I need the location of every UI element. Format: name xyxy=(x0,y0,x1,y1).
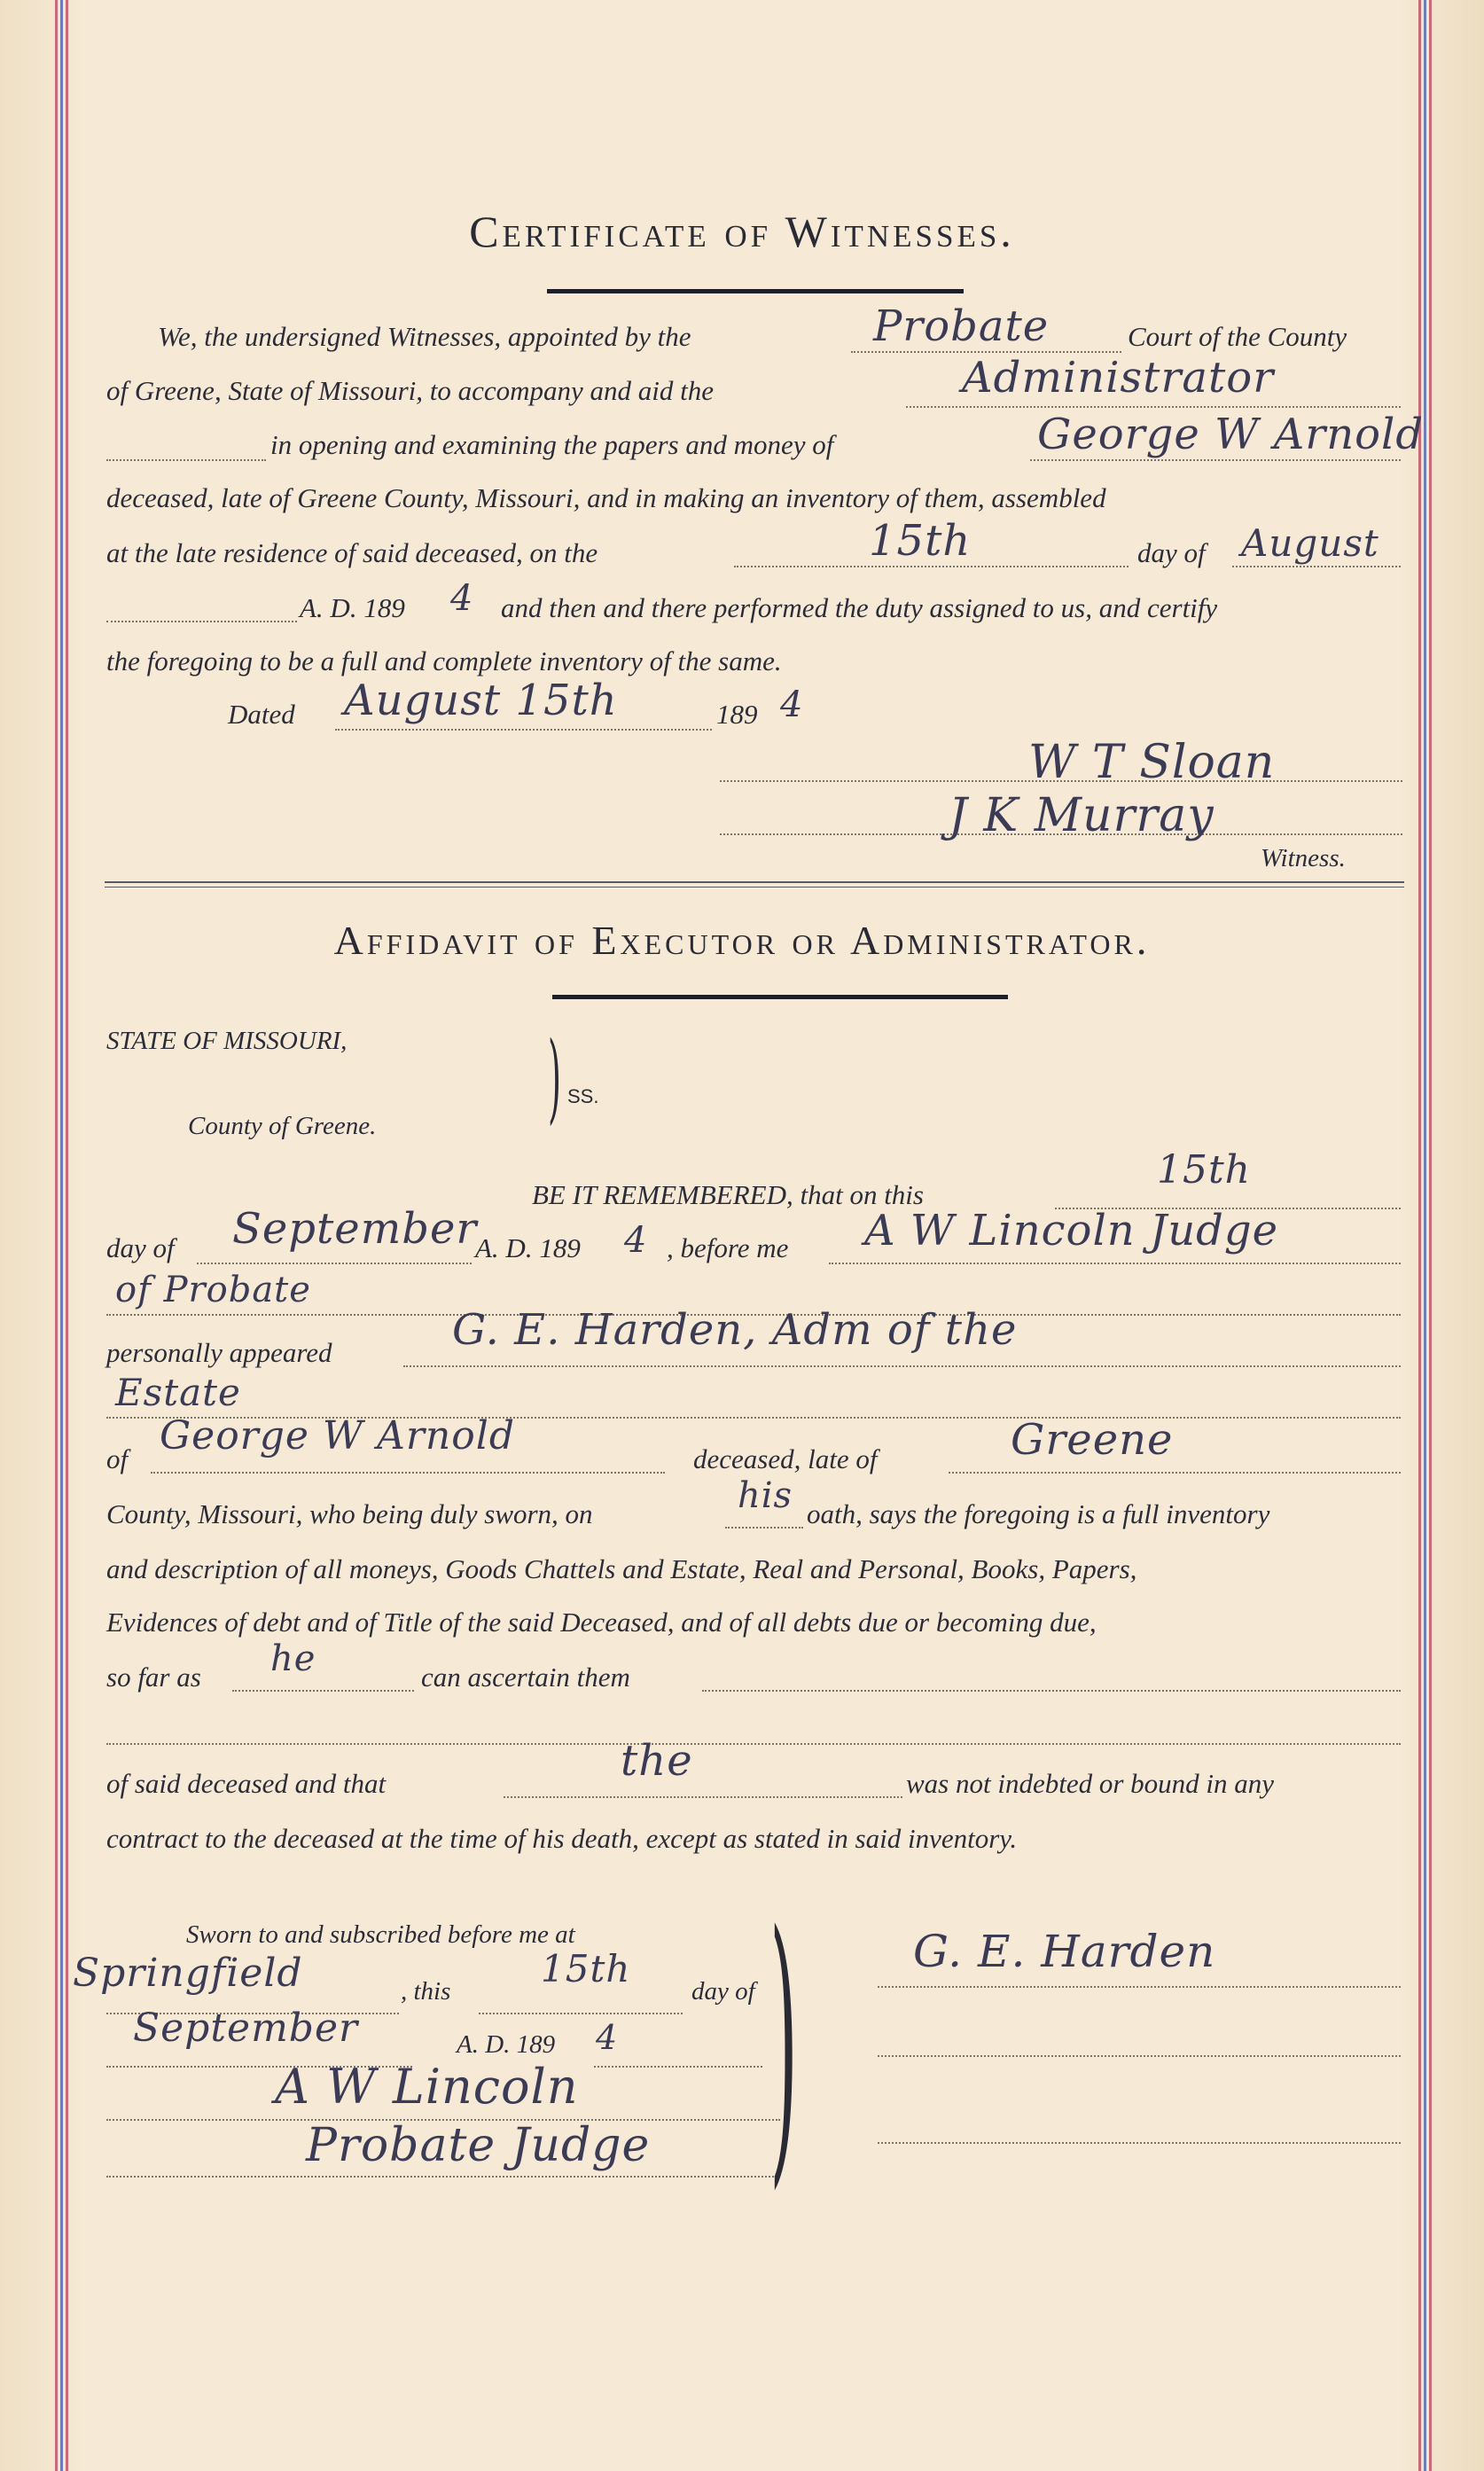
cert-line7-text: the foregoing to be a full and complete inventory of the same. xyxy=(106,645,782,676)
aff-body-1b: oath, says the foregoing is a full inventory xyxy=(807,1498,1270,1529)
cert-day-blank xyxy=(734,566,1129,567)
cert-line6-lead-blank xyxy=(106,621,297,622)
cert-line6-text: and then and there performed the duty assigned to us, and certify xyxy=(501,592,1218,623)
aff-body-6: contract to the deceased at the time of his death, except as stated in said inventory. xyxy=(106,1823,1018,1854)
aff-beforeme-hand-2: of Probate xyxy=(115,1270,311,1310)
aff-month-blank xyxy=(197,1263,472,1264)
witness-label: Witness. xyxy=(1261,844,1346,872)
right-border-red-2 xyxy=(1429,0,1432,2471)
judge-title-line xyxy=(106,2176,780,2178)
cert-month-hand: August xyxy=(1241,521,1379,565)
aff-late-hand: Greene xyxy=(1011,1415,1174,1465)
affiant-line-3 xyxy=(878,2142,1401,2144)
aff-the-blank xyxy=(504,1796,902,1798)
aff-remember-text: BE IT REMEMBERED, that on this xyxy=(532,1179,924,1210)
sworn-month-hand: September xyxy=(133,2006,359,2051)
aff-he-hand: he xyxy=(270,1638,316,1679)
cert-line6-ad: A. D. 189 xyxy=(300,592,405,623)
sworn-dayof: day of xyxy=(691,1977,755,2006)
aff-month-hand: September xyxy=(232,1204,478,1254)
aff-ad-label: A. D. 189 xyxy=(475,1232,581,1263)
aff-deceased-label: deceased, late of xyxy=(693,1443,878,1474)
sworn-ad: A. D. 189 xyxy=(457,2030,556,2059)
aff-of-label: of xyxy=(106,1443,129,1474)
right-border-blue xyxy=(1424,0,1426,2471)
left-border-red xyxy=(55,0,58,2471)
aff-ascertain-blank xyxy=(702,1690,1401,1692)
aff-body-3: Evidences of debt and of Title of the said Deceased, and of all debts due or becoming due, xyxy=(106,1607,1097,1638)
sworn-ad-hand: 4 xyxy=(596,2018,619,2057)
aff-dayof-label: day of xyxy=(106,1232,175,1263)
cert-court-hand: Probate xyxy=(873,301,1050,351)
left-border-red-2 xyxy=(66,0,68,2471)
witness1-signature: W T Sloan xyxy=(1028,736,1276,789)
affiant-line-2 xyxy=(878,2055,1401,2057)
aff-appeared-label: personally appeared xyxy=(106,1337,332,1368)
cert-dated-year-hand: 4 xyxy=(780,684,804,725)
cert-dayof-text: day of xyxy=(1137,537,1206,568)
sworn-ad-blank xyxy=(594,2066,762,2068)
cert-line1-end: Court of the County xyxy=(1128,321,1347,352)
section-divider-1 xyxy=(105,881,1404,883)
aff-beforeme-label: , before me xyxy=(667,1232,789,1263)
cert-line3-text: in opening and examining the papers and money of xyxy=(270,429,834,460)
aff-ad-hand: 4 xyxy=(624,1220,648,1261)
affiant-signature: G. E. Harden xyxy=(913,1926,1216,1977)
right-border-red xyxy=(1418,0,1421,2471)
aff-body-4b: can ascertain them xyxy=(421,1662,630,1693)
aff-the-hand: the xyxy=(621,1736,693,1786)
cert-line3-lead-blank xyxy=(106,459,266,461)
cert-dated-hand: August 15th xyxy=(344,676,618,725)
cert-line2-text: of Greene, State of Missouri, to accompany and aid the xyxy=(106,375,715,406)
cert-month-blank xyxy=(1232,566,1401,567)
left-border-blue xyxy=(60,0,63,2471)
sworn-text: Sworn to and subscribed before me at xyxy=(186,1920,575,1949)
aff-state: STATE OF MISSOURI, xyxy=(106,1027,348,1055)
aff-beforeme-blank xyxy=(829,1263,1401,1264)
aff-body-4a: so far as xyxy=(106,1662,201,1693)
cert-year-hand: 4 xyxy=(450,578,474,619)
cert-dated-label: Dated xyxy=(228,699,295,730)
section-divider-2 xyxy=(105,887,1404,888)
aff-county: County of Greene. xyxy=(188,1112,377,1140)
judge-signature: A W Lincoln xyxy=(275,2059,579,2115)
cert-dated-blank xyxy=(335,729,712,731)
certificate-title: Certificate of Witnesses. xyxy=(469,207,1015,256)
cert-aid-blank xyxy=(906,406,1401,408)
sworn-place-hand: Springfield xyxy=(73,1951,303,1996)
certificate-title-rule xyxy=(547,289,964,293)
affidavit-title-rule xyxy=(552,995,1008,999)
sworn-brace: ) xyxy=(769,1873,799,2214)
cert-aid-hand: Administrator xyxy=(962,353,1275,403)
aff-his-blank xyxy=(725,1527,803,1529)
cert-deceased-hand: George W Arnold xyxy=(1037,410,1425,459)
cert-line4-text: deceased, late of Greene County, Missouri, and in making an inventory of them, assembled xyxy=(106,482,1106,513)
aff-ss: SS. xyxy=(567,1085,599,1107)
aff-appeared-hand-2: Estate xyxy=(115,1371,241,1414)
aff-of-blank xyxy=(151,1472,665,1474)
affidavit-title: Affidavit of Executor or Administrator. xyxy=(333,918,1151,963)
aff-body-1a: County, Missouri, who being duly sworn, on xyxy=(106,1498,593,1529)
aff-he-blank xyxy=(232,1690,414,1692)
witness2-signature: J K Murray xyxy=(949,789,1215,842)
aff-body-2: and description of all moneys, Goods Chattels and Estate, Real and Personal, Books, Papers, xyxy=(106,1553,1137,1584)
cert-line1-text: We, the undersigned Witnesses, appointed by the xyxy=(158,321,691,352)
cert-dated-year: 189 xyxy=(716,699,758,730)
aff-remember-hand: 15th xyxy=(1157,1147,1252,1192)
sworn-day-hand: 15th xyxy=(541,1947,631,1990)
aff-blank-line xyxy=(106,1743,1401,1745)
aff-appeared-blank xyxy=(403,1365,1401,1367)
aff-appeared-hand: G. E. Harden, Adm of the xyxy=(452,1305,1018,1355)
affiant-sig-line xyxy=(878,1986,1401,1988)
judge-title-hand: Probate Judge xyxy=(306,2119,651,2172)
cert-line5-text: at the late residence of said deceased, on the xyxy=(106,537,598,568)
sworn-day-blank xyxy=(479,2013,683,2014)
aff-beforeme-hand: A W Lincoln Judge xyxy=(864,1206,1278,1255)
aff-body-5a: of said deceased and that xyxy=(106,1768,387,1799)
aff-of-hand: George W Arnold xyxy=(160,1413,515,1458)
aff-ss-brace: ) xyxy=(547,1020,561,1134)
aff-late-blank xyxy=(949,1472,1401,1474)
aff-body-5b: was not indebted or bound in any xyxy=(906,1768,1275,1799)
cert-day-hand: 15th xyxy=(869,516,972,566)
cert-deceased-blank xyxy=(1030,459,1401,461)
aff-his-hand: his xyxy=(738,1475,793,1516)
sworn-this: , this xyxy=(401,1977,451,2006)
